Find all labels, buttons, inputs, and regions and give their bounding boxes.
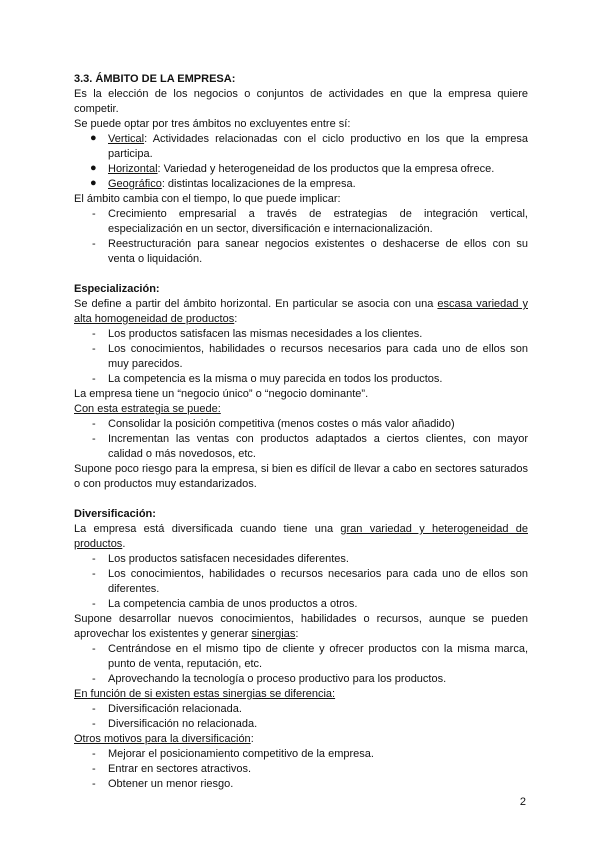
item-text: : Actividades relacionadas con el ciclo productivo en los que la empresa participa.	[108, 133, 528, 160]
item-text: Consolidar la posición competitiva (menos costes o más valor añadido)	[108, 418, 455, 430]
list-item	[74, 747, 528, 762]
bullet-icon: ●	[90, 162, 97, 174]
paragraph	[74, 732, 528, 747]
list-item	[74, 132, 528, 162]
item-text: Obtener un menor riesgo.	[108, 778, 234, 790]
dash-marker: -	[92, 703, 96, 715]
item-text: Diversificación relacionada.	[108, 703, 242, 715]
dash-marker: -	[92, 433, 96, 445]
underlined-heading: Otros motivos para la diversificación	[74, 733, 251, 745]
list-item	[74, 327, 528, 342]
term: Horizontal	[108, 163, 158, 175]
text-run: :	[234, 313, 238, 325]
dash-marker: -	[92, 568, 96, 580]
list-item	[74, 417, 528, 432]
list-item	[74, 597, 528, 612]
item-text: La competencia cambia de unos productos a otros.	[108, 598, 358, 610]
item-text: Crecimiento empresarial a través de estrategias de integración vertical, especialización en un sector, diversificación e internacionalización.	[108, 208, 528, 235]
item-text: La competencia es la misma o muy parecida en todos los productos.	[108, 373, 443, 385]
list-item	[74, 642, 528, 672]
item-text: Entrar en sectores atractivos.	[108, 763, 252, 775]
paragraph	[74, 612, 528, 642]
item-text: Reestructuración para sanear negocios existentes o deshacerse de ellos con su venta o liquidación.	[108, 238, 528, 265]
list-item	[74, 777, 528, 792]
item-text: Aprovechando la tecnología o proceso productivo para los productos.	[108, 673, 447, 685]
paragraph	[74, 522, 528, 552]
list-item	[74, 207, 528, 237]
dash-marker: -	[92, 673, 96, 685]
list-item	[74, 432, 528, 462]
list-item	[74, 237, 528, 267]
section-title: Especialización:	[74, 283, 160, 295]
text-run: Se define a partir del ámbito horizontal. En particular se asocia con una	[74, 298, 438, 310]
dash-marker: -	[92, 328, 96, 340]
item-text: : distintas localizaciones de la empresa.	[161, 178, 356, 190]
list-item	[74, 372, 528, 387]
dash-marker: -	[92, 208, 96, 220]
dash-marker: -	[92, 238, 96, 250]
list-item	[74, 672, 528, 687]
dash-marker: -	[92, 343, 96, 355]
item-text: Diversificación no relacionada.	[108, 718, 258, 730]
page-number: 2	[519, 796, 526, 808]
text-run: :	[250, 733, 254, 745]
paragraph: Supone poco riesgo para la empresa, si bien es difícil de llevar a cabo en sectores saturados o con productos muy estandarizados.	[74, 463, 528, 490]
dash-marker: -	[92, 778, 96, 790]
paragraph: Es la elección de los negocios o conjuntos de actividades en que la empresa quiere competir.	[74, 88, 528, 115]
dash-marker: -	[92, 763, 96, 775]
item-text: Los productos satisfacen necesidades diferentes.	[108, 553, 349, 565]
list-item	[74, 762, 528, 777]
dash-marker: -	[92, 643, 96, 655]
term: Geográfico	[108, 178, 162, 190]
dash-marker: -	[92, 553, 96, 565]
section-title: 3.3. ÁMBITO DE LA EMPRESA:	[74, 73, 236, 85]
underlined-text: escasa variedad y alta homogeneidad de productos	[74, 298, 528, 325]
term: Vertical	[108, 133, 145, 145]
item-text: Los conocimientos, habilidades o recursos necesarios para cada uno de ellos son muy parecidos.	[108, 343, 528, 370]
paragraph: Se puede optar por tres ámbitos no excluyentes entre sí:	[74, 118, 351, 130]
list-item	[74, 342, 528, 372]
paragraph: La empresa tiene un “negocio único” o “negocio dominante”.	[74, 388, 369, 400]
bullet-icon: ●	[90, 177, 97, 189]
dash-marker: -	[92, 598, 96, 610]
underlined-text: gran variedad y heterogeneidad de productos	[74, 523, 528, 550]
item-text: : Variedad y heterogeneidad de los productos que la empresa ofrece.	[157, 163, 495, 175]
text-run: Supone desarrollar nuevos conocimientos, habilidades o recursos, aunque se pueden aprovechar los existentes y generar	[74, 613, 528, 640]
underlined-text: sinergias	[251, 628, 296, 640]
text-run: :	[295, 628, 299, 640]
item-text: Incrementan las ventas con productos adaptados a ciertos clientes, con mayor calidad o más novedosos, etc.	[108, 433, 528, 460]
dash-marker: -	[92, 373, 96, 385]
paragraph: El ámbito cambia con el tiempo, lo que puede implicar:	[74, 193, 341, 205]
item-text: Centrándose en el mismo tipo de cliente y ofrecer productos con la misma marca, punto de venta, reputación, etc.	[108, 643, 528, 670]
item-text: Los productos satisfacen las mismas necesidades a los clientes.	[108, 328, 423, 340]
list-item	[74, 162, 528, 177]
text-run: .	[122, 538, 126, 550]
item-text: Los conocimientos, habilidades o recursos necesarios para cada uno de ellos son diferentes.	[108, 568, 528, 595]
text-run: La empresa está diversificada cuando tiene una	[74, 523, 341, 535]
underlined-heading: En función de si existen estas sinergias se diferencia:	[74, 688, 336, 700]
list-item	[74, 177, 528, 192]
dash-marker: -	[92, 418, 96, 430]
document-page	[74, 72, 528, 792]
list-item	[74, 552, 528, 567]
paragraph	[74, 297, 528, 327]
section-title: Diversificación:	[74, 508, 156, 520]
list-item	[74, 702, 528, 717]
list-item	[74, 567, 528, 597]
underlined-heading: Con esta estrategia se puede:	[74, 403, 221, 415]
bullet-icon: ●	[90, 132, 97, 144]
dash-marker: -	[92, 748, 96, 760]
item-text: Mejorar el posicionamiento competitivo de la empresa.	[108, 748, 374, 760]
list-item	[74, 717, 528, 732]
dash-marker: -	[92, 718, 96, 730]
